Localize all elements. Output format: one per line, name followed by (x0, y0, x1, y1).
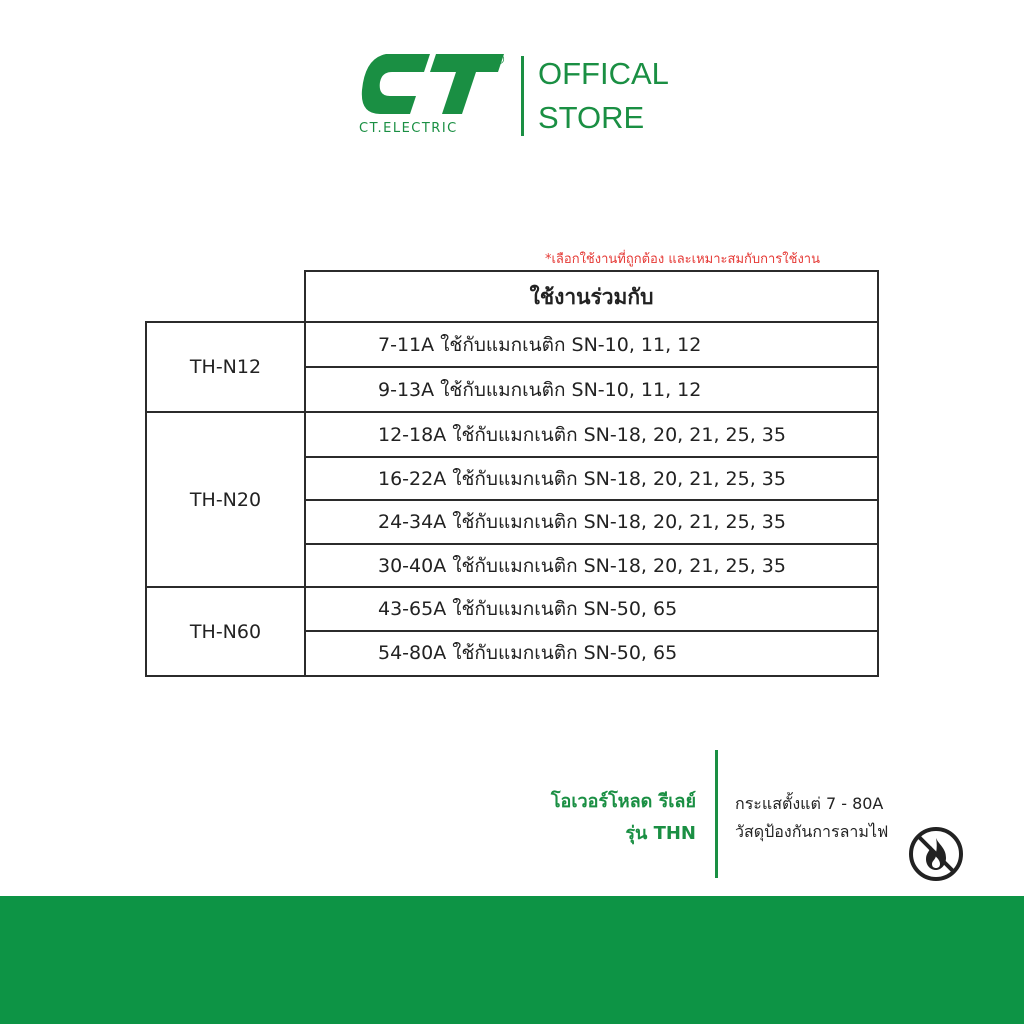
table-row: 54-80A ใช้กับแมกเนติก SN-50, 65 (378, 642, 678, 664)
table-row: 12-18A ใช้กับแมกเนติก SN-18, 20, 21, 25, 35 (378, 424, 786, 446)
footer-divider (715, 750, 718, 878)
model-cell: TH-N12 (189, 356, 262, 378)
product-spec (735, 790, 888, 846)
registered-mark: ® (492, 52, 506, 68)
table-row: 7-11A ใช้กับแมกเนติก SN-10, 11, 12 (378, 334, 702, 356)
product-title-line-1: โอเวอร์โหลด รีเลย์ (550, 791, 696, 812)
table-line (877, 270, 879, 677)
product-title (500, 786, 696, 850)
no-fire-icon (908, 826, 964, 882)
store-line-2: STORE (538, 100, 645, 135)
product-title-line-2: รุ่น THN (625, 823, 696, 844)
model-cell: TH-N20 (189, 488, 262, 511)
spec-current-range: กระแสตั้งแต่ 7 - 80A (735, 794, 884, 813)
table-row: 43-65A ใช้กับแมกเนติก SN-50, 65 (378, 598, 678, 620)
usage-note: *เลือกใช้งานที่ถูกต้อง และเหมาะสมกับการใช้งาน (544, 252, 820, 267)
footer-bar (0, 896, 1024, 1024)
brand-caption: CT.ELECTRIC (359, 121, 458, 136)
table-row: 9-13A ใช้กับแมกเนติก SN-10, 11, 12 (378, 379, 702, 401)
table-line (145, 675, 879, 677)
model-cell: TH-N60 (189, 620, 262, 643)
table-row: 16-22A ใช้กับแมกเนติก SN-18, 20, 21, 25, 35 (378, 468, 786, 490)
table-row: 24-34A ใช้กับแมกเนติก SN-18, 20, 21, 25, 35 (378, 511, 786, 533)
table-header: ใช้งานร่วมกับ (529, 284, 654, 309)
spec-flame-retardant: วัสดุป้องกันการลามไฟ (735, 822, 889, 841)
table-row: 30-40A ใช้กับแมกเนติก SN-18, 20, 21, 25, 35 (378, 555, 786, 577)
store-line-1: OFFICAL (538, 56, 669, 91)
